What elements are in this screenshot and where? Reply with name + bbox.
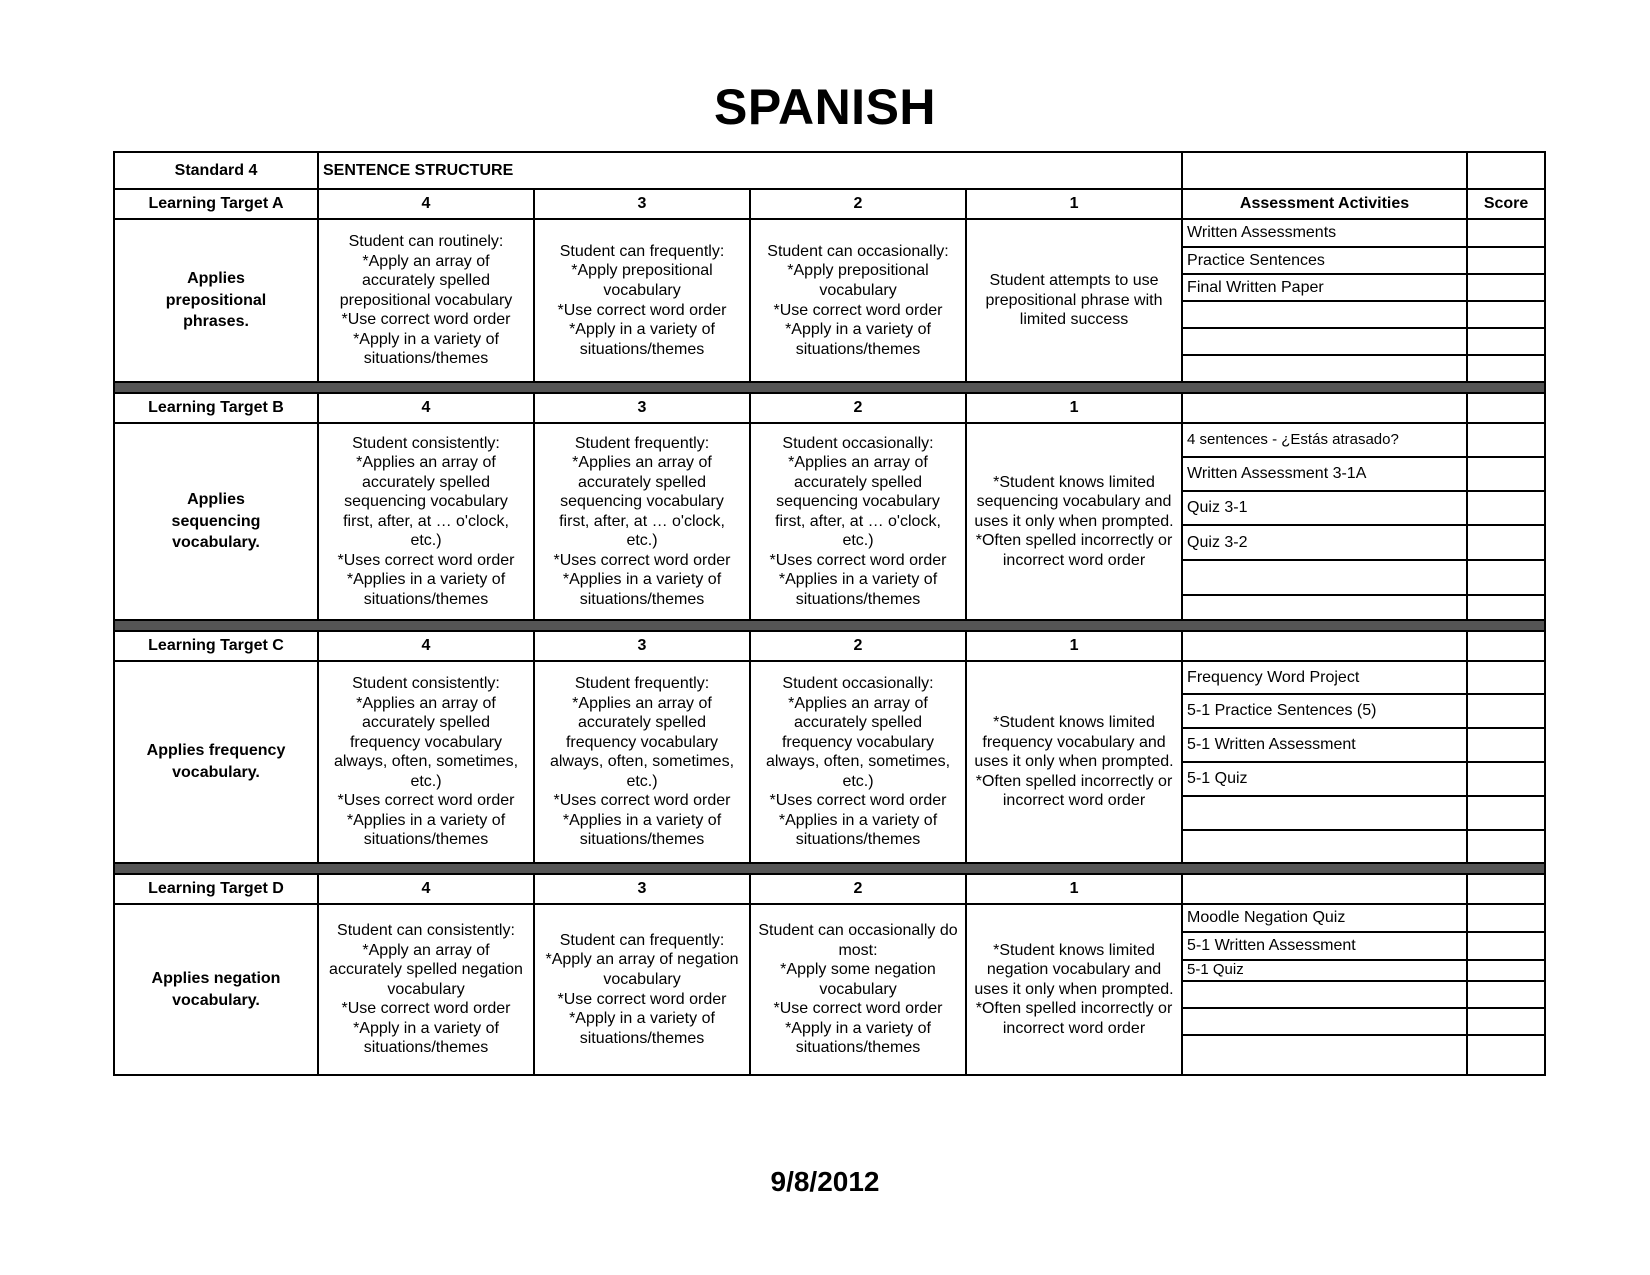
target-a-score-cell — [1467, 355, 1545, 382]
section-separator — [114, 863, 1545, 874]
target-b-header-row — [114, 393, 1545, 423]
document-date: 9/8/2012 — [770, 1166, 880, 1197]
target-a-score-3-header: 3 — [534, 189, 750, 219]
target-a-score-2-header: 2 — [750, 189, 966, 219]
target-d-label: Learning Target D — [114, 874, 318, 904]
page-title: SPANISH — [713, 79, 937, 135]
target-c-score-cell — [1467, 762, 1545, 796]
target-b-descriptor-level-3: Student frequently: *Applies an array of accurately spelled sequencing vocabulary first, after, at … o'clock, etc.) *Uses correct word order *Applies in a variety of situations/themes — [534, 423, 750, 620]
target-c-score-cell — [1467, 728, 1545, 762]
target-d-score-cell — [1467, 932, 1545, 960]
target-b-assessment-header-blank — [1182, 393, 1467, 423]
target-d-assessment-row — [114, 904, 1545, 932]
standard-blank-cell — [1182, 152, 1467, 189]
target-d-descriptor-level-2: Student can occasionally do most: *Apply some negation vocabulary *Use correct word order *Apply in a variety of situations/themes — [750, 904, 966, 1075]
assessment-activities-header: Assessment Activities — [1182, 189, 1467, 219]
target-a-assessment-activity: Practice Sentences — [1182, 247, 1467, 274]
standard-row — [114, 152, 1545, 189]
target-d-assessment-activity — [1182, 1035, 1467, 1075]
target-b-score-cell — [1467, 491, 1545, 525]
target-c-score-1-header: 1 — [966, 631, 1182, 661]
target-c-label: Learning Target C — [114, 631, 318, 661]
target-a-assessment-row — [114, 219, 1545, 247]
target-a-score-cell — [1467, 328, 1545, 355]
target-a-score-1-header: 1 — [966, 189, 1182, 219]
target-b-score-cell — [1467, 560, 1545, 595]
target-d-score-cell — [1467, 904, 1545, 932]
target-d-assessment-activity: Moodle Negation Quiz — [1182, 904, 1467, 932]
target-a-descriptor-level-1: Student attempts to use prepositional phrase with limited success — [966, 219, 1182, 382]
target-b-assessment-activity: Written Assessment 3-1A — [1182, 457, 1467, 491]
target-a-descriptor-level-4: Student can routinely: *Apply an array of accurately spelled prepositional vocabulary *Use correct word order *Apply in a variety of situations/themes — [318, 219, 534, 382]
target-d-header-row — [114, 874, 1545, 904]
target-b-label: Learning Target B — [114, 393, 318, 423]
target-d-descriptor-level-4: Student can consistently: *Apply an array of accurately spelled negation vocabulary *Use correct word order *Apply in a variety of situations/themes — [318, 904, 534, 1075]
target-a-name: Applies prepositional phrases. — [114, 219, 318, 382]
target-d-name: Applies negation vocabulary. — [114, 904, 318, 1075]
target-d-assessment-activity — [1182, 981, 1467, 1008]
target-a-assessment-activity — [1182, 301, 1467, 328]
target-c-descriptor-level-4: Student consistently: *Applies an array of accurately spelled frequency vocabulary always, often, sometimes, etc.) *Uses correct word order *Applies in a variety of situations/themes — [318, 661, 534, 863]
target-a-assessment-activity: Final Written Paper — [1182, 274, 1467, 301]
separator-bar — [114, 620, 1545, 631]
target-b-assessment-activity: 4 sentences - ¿Estás atrasado? — [1182, 423, 1467, 457]
target-b-score-4-header: 4 — [318, 393, 534, 423]
target-a-score-cell — [1467, 219, 1545, 247]
target-c-assessment-activity — [1182, 830, 1467, 863]
target-b-assessment-activity: Quiz 3-2 — [1182, 525, 1467, 560]
target-d-score-4-header: 4 — [318, 874, 534, 904]
section-separator — [114, 382, 1545, 393]
target-c-descriptor-level-3: Student frequently: *Applies an array of accurately spelled frequency vocabulary always, often, sometimes, etc.) *Uses correct word order *Applies in a variety of situations/themes — [534, 661, 750, 863]
target-a-descriptor-level-3: Student can frequently: *Apply prepositional vocabulary *Use correct word order *Apply in a variety of situations/themes — [534, 219, 750, 382]
target-a-label: Learning Target A — [114, 189, 318, 219]
target-c-assessment-activity: 5-1 Written Assessment — [1182, 728, 1467, 762]
target-b-descriptor-level-4: Student consistently: *Applies an array of accurately spelled sequencing vocabulary first, after, at … o'clock, etc.) *Uses correct word order *Applies in a variety of situations/themes — [318, 423, 534, 620]
target-b-assessment-row — [114, 423, 1545, 457]
target-b-score-3-header: 3 — [534, 393, 750, 423]
target-a-assessment-activity — [1182, 355, 1467, 382]
target-a-score-cell — [1467, 274, 1545, 301]
score-header: Score — [1467, 189, 1545, 219]
target-b-score-2-header: 2 — [750, 393, 966, 423]
target-c-score-header-blank — [1467, 631, 1545, 661]
target-b-name: Applies sequencing vocabulary. — [114, 423, 318, 620]
target-b-score-cell — [1467, 595, 1545, 620]
target-c-score-cell — [1467, 796, 1545, 830]
target-c-score-cell — [1467, 694, 1545, 728]
target-b-score-header-blank — [1467, 393, 1545, 423]
target-d-assessment-activity — [1182, 1008, 1467, 1035]
target-b-assessment-activity — [1182, 595, 1467, 620]
target-d-assessment-activity: 5-1 Written Assessment — [1182, 932, 1467, 960]
target-c-score-2-header: 2 — [750, 631, 966, 661]
target-c-score-3-header: 3 — [534, 631, 750, 661]
target-d-score-cell — [1467, 981, 1545, 1008]
standard-score-blank-cell — [1467, 152, 1545, 189]
target-c-name: Applies frequency vocabulary. — [114, 661, 318, 863]
target-b-score-cell — [1467, 525, 1545, 560]
target-b-descriptor-level-2: Student occasionally: *Applies an array of accurately spelled sequencing vocabulary first, after, at … o'clock, etc.) *Uses correct word order *Applies in a variety of situations/themes — [750, 423, 966, 620]
target-b-score-1-header: 1 — [966, 393, 1182, 423]
separator-bar — [114, 863, 1545, 874]
target-a-score-cell — [1467, 301, 1545, 328]
target-a-score-cell — [1467, 247, 1545, 274]
target-d-score-cell — [1467, 1008, 1545, 1035]
target-b-assessment-activity: Quiz 3-1 — [1182, 491, 1467, 525]
target-d-descriptor-level-1: *Student knows limited negation vocabulary and uses it only when prompted. *Often spelled incorrectly or incorrect word order — [966, 904, 1182, 1075]
target-d-assessment-header-blank — [1182, 874, 1467, 904]
target-c-assessment-row — [114, 661, 1545, 694]
target-a-descriptor-level-2: Student can occasionally: *Apply prepositional vocabulary *Use correct word order *Apply in a variety of situations/themes — [750, 219, 966, 382]
target-b-score-cell — [1467, 457, 1545, 491]
separator-bar — [114, 382, 1545, 393]
target-a-assessment-activity — [1182, 328, 1467, 355]
rubric-table — [113, 151, 1546, 1076]
target-c-descriptor-level-1: *Student knows limited frequency vocabulary and uses it only when prompted. *Often spelled incorrectly or incorrect word order — [966, 661, 1182, 863]
target-a-assessment-activity: Written Assessments — [1182, 219, 1467, 247]
target-c-assessment-activity: Frequency Word Project — [1182, 661, 1467, 694]
standard-title: SENTENCE STRUCTURE — [318, 152, 1182, 189]
target-a-score-4-header: 4 — [318, 189, 534, 219]
target-c-score-4-header: 4 — [318, 631, 534, 661]
target-b-descriptor-level-1: *Student knows limited sequencing vocabulary and uses it only when prompted. *Often spelled incorrectly or incorrect word order — [966, 423, 1182, 620]
target-a-header-row — [114, 189, 1545, 219]
target-d-assessment-activity: 5-1 Quiz — [1182, 960, 1467, 981]
target-d-score-cell — [1467, 1035, 1545, 1075]
target-b-assessment-activity — [1182, 560, 1467, 595]
section-separator — [114, 620, 1545, 631]
target-c-score-cell — [1467, 661, 1545, 694]
target-c-assessment-activity: 5-1 Quiz — [1182, 762, 1467, 796]
target-d-score-header-blank — [1467, 874, 1545, 904]
target-b-score-cell — [1467, 423, 1545, 457]
target-c-assessment-header-blank — [1182, 631, 1467, 661]
standard-label: Standard 4 — [114, 152, 318, 189]
target-c-assessment-activity: 5-1 Practice Sentences (5) — [1182, 694, 1467, 728]
target-d-descriptor-level-3: Student can frequently: *Apply an array of negation vocabulary *Use correct word order *Apply in a variety of situations/themes — [534, 904, 750, 1075]
target-d-score-cell — [1467, 960, 1545, 981]
target-c-score-cell — [1467, 830, 1545, 863]
target-d-score-1-header: 1 — [966, 874, 1182, 904]
target-c-header-row — [114, 631, 1545, 661]
target-c-assessment-activity — [1182, 796, 1467, 830]
target-d-score-3-header: 3 — [534, 874, 750, 904]
target-c-descriptor-level-2: Student occasionally: *Applies an array of accurately spelled frequency vocabulary always, often, sometimes, etc.) *Uses correct word order *Applies in a variety of situations/themes — [750, 661, 966, 863]
target-d-score-2-header: 2 — [750, 874, 966, 904]
